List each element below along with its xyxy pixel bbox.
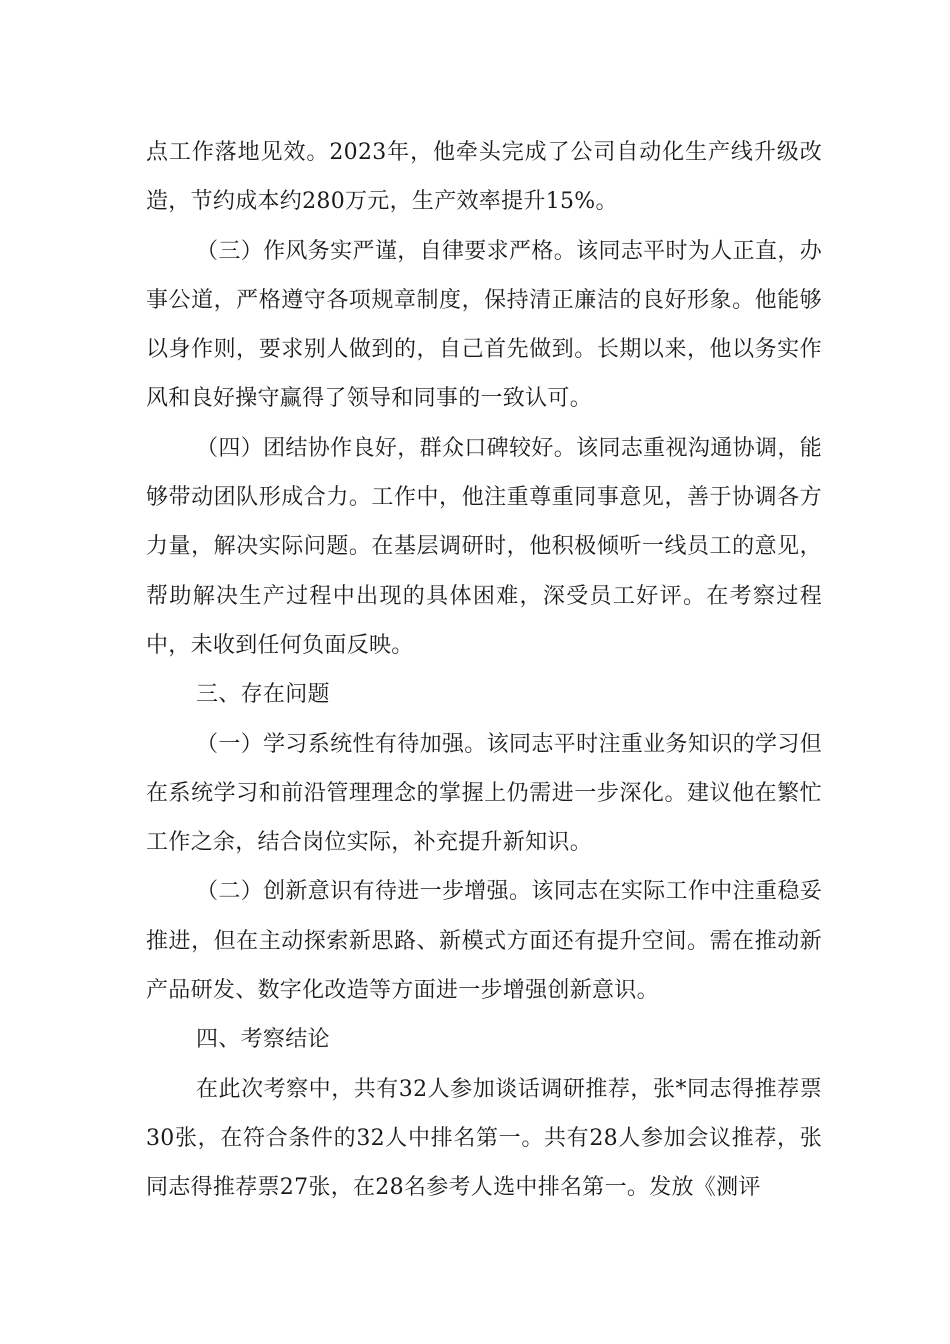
paragraph-work-style: （三）作风务实严谨，自律要求严格。该同志平时为人正直，办事公道，严格遵守各项规章制度，保持清正廉洁的良好形象。他能够以身作则，要求别人做到的，自己首先做到。长期以来，他以务实作风和良好操守赢得了领导和同事的一致认可。 (146, 238, 822, 412)
paragraph-achievement-continued: 点工作落地见效。2023年，他牵头完成了公司自动化生产线升级改造，节约成本约280万元，生产效率提升15%。 (146, 140, 822, 215)
section-heading-conclusion: 四、考察结论 (196, 1027, 330, 1053)
paragraph-problem-innovation: （二）创新意识有待进一步增强。该同志在实际工作中注重稳妥推进，但在主动探索新思路、新模式方面还有提升空间。需在推动新产品研发、数字化改造等方面进一步增强创新意识。 (146, 879, 822, 1004)
paragraph-teamwork: （四）团结协作良好，群众口碑较好。该同志重视沟通协调，能够带动团队形成合力。工作中，他注重尊重同事意见，善于协调各方力量，解决实际问题。在基层调研时，他积极倾听一线员工的意见，帮助解决生产过程中出现的具体困难，深受员工好评。在考察过程中，未收到任何负面反映。 (146, 435, 822, 658)
section-heading-problems: 三、存在问题 (196, 682, 330, 708)
document-body (146, 128, 822, 1213)
paragraph-conclusion: 在此次考察中，共有32人参加谈话调研推荐，张*同志得推荐票30张，在符合条件的32人中排名第一。共有28人参加会议推荐，张同志得推荐票27张，在28名参考人选中排名第一。发放《测评 (146, 1076, 822, 1201)
paragraph-problem-learning: （一）学习系统性有待加强。该同志平时注重业务知识的学习但在系统学习和前沿管理理念的掌握上仍需进一步深化。建议他在繁忙工作之余，结合岗位实际，补充提升新知识。 (146, 731, 822, 856)
